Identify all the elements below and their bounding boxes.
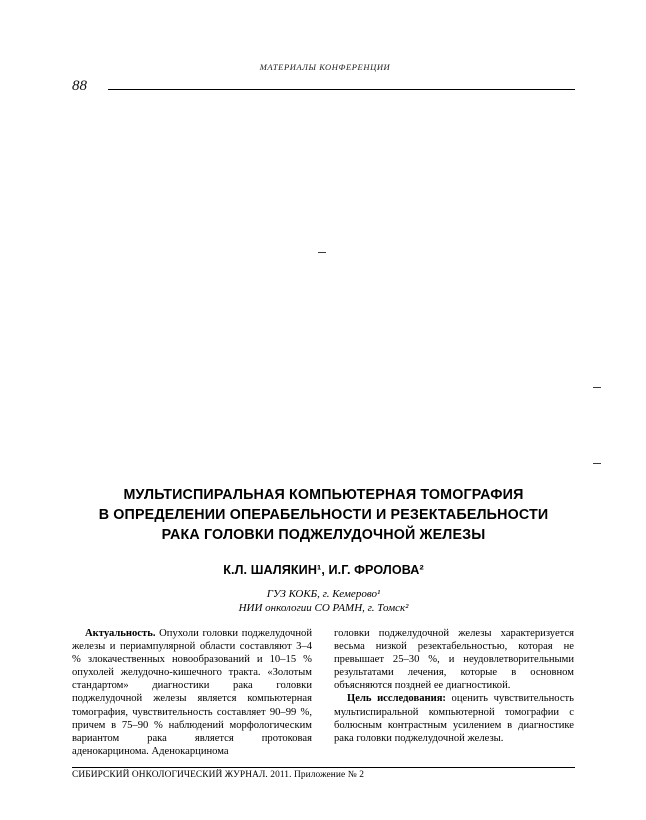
affiliation-line-1: ГУЗ КОКБ, г. Кемерово¹ <box>266 588 381 600</box>
affiliation-line-2: НИИ онкологии СО РАМН, г. Томск² <box>238 601 409 614</box>
paragraph-aim <box>334 692 574 744</box>
article-affiliations <box>72 588 575 615</box>
paragraph-lead-aim: Цель исследования: <box>347 693 446 705</box>
scan-artifact-mark <box>318 252 326 253</box>
paragraph-text-actuality: Опухоли головки поджелудочной железы и периампулярной области составляют 3–4 % злокачественных новообразований и 10–15 % опухолей желудочно-кишечного тракта. «Золотым стандартом» диагностики рака головки поджелудочной железы является компьютерная томография, чувствительность составляет 90–99 %, причем в 75–90 % наблюдений морфологическим вариантом рака является протоковая аденокарцинома. Аденокарцинома <box>72 628 312 757</box>
paragraph-lead-actuality: Актуальность. <box>85 628 156 639</box>
scan-artifact-mark <box>593 387 601 388</box>
article-title-line-1: МУЛЬТИСПИРАЛЬНАЯ КОМПЬЮТЕРНАЯ ТОМОГРАФИЯ <box>123 487 524 503</box>
article-authors: К.Л. ШАЛЯКИН¹, И.Г. ФРОЛОВА² <box>223 563 424 577</box>
paragraph-text-aim: оценить чувствительность мультиспиральной компьютерной томографии с болюсным контрастным усилением в диагностике рака головки поджелудочной железы. <box>334 693 574 744</box>
paragraph-continuation: головки поджелудочной железы характеризуется весьма низкой резектабельностью, которая не превышает 25–30 %, и неудовлетворительными результатами лечения, которые в основном объясняются поздней ее диагностикой. <box>334 628 574 692</box>
article-title <box>72 485 575 545</box>
column-right <box>334 627 574 758</box>
article-title-line-2: В ОПРЕДЕЛЕНИИ ОПЕРАБЕЛЬНОСТИ И РЕЗЕКТАБЕЛЬНОСТИ <box>98 507 549 523</box>
scan-artifact-mark <box>593 463 601 464</box>
header-rule <box>108 89 575 90</box>
running-head: МАТЕРИАЛЫ КОНФЕРЕНЦИИ <box>259 62 391 72</box>
footer-rule <box>72 767 575 768</box>
journal-footer: СИБИРСКИЙ ОНКОЛОГИЧЕСКИЙ ЖУРНАЛ. 2011. Приложение № 2 <box>72 770 365 780</box>
page-number: 88 <box>72 78 87 94</box>
column-left <box>72 627 312 758</box>
body-columns <box>72 627 575 758</box>
article-title-line-3: РАКА ГОЛОВКИ ПОДЖЕЛУДОЧНОЙ ЖЕЛЕЗЫ <box>161 527 486 543</box>
paragraph-actuality <box>72 627 312 758</box>
